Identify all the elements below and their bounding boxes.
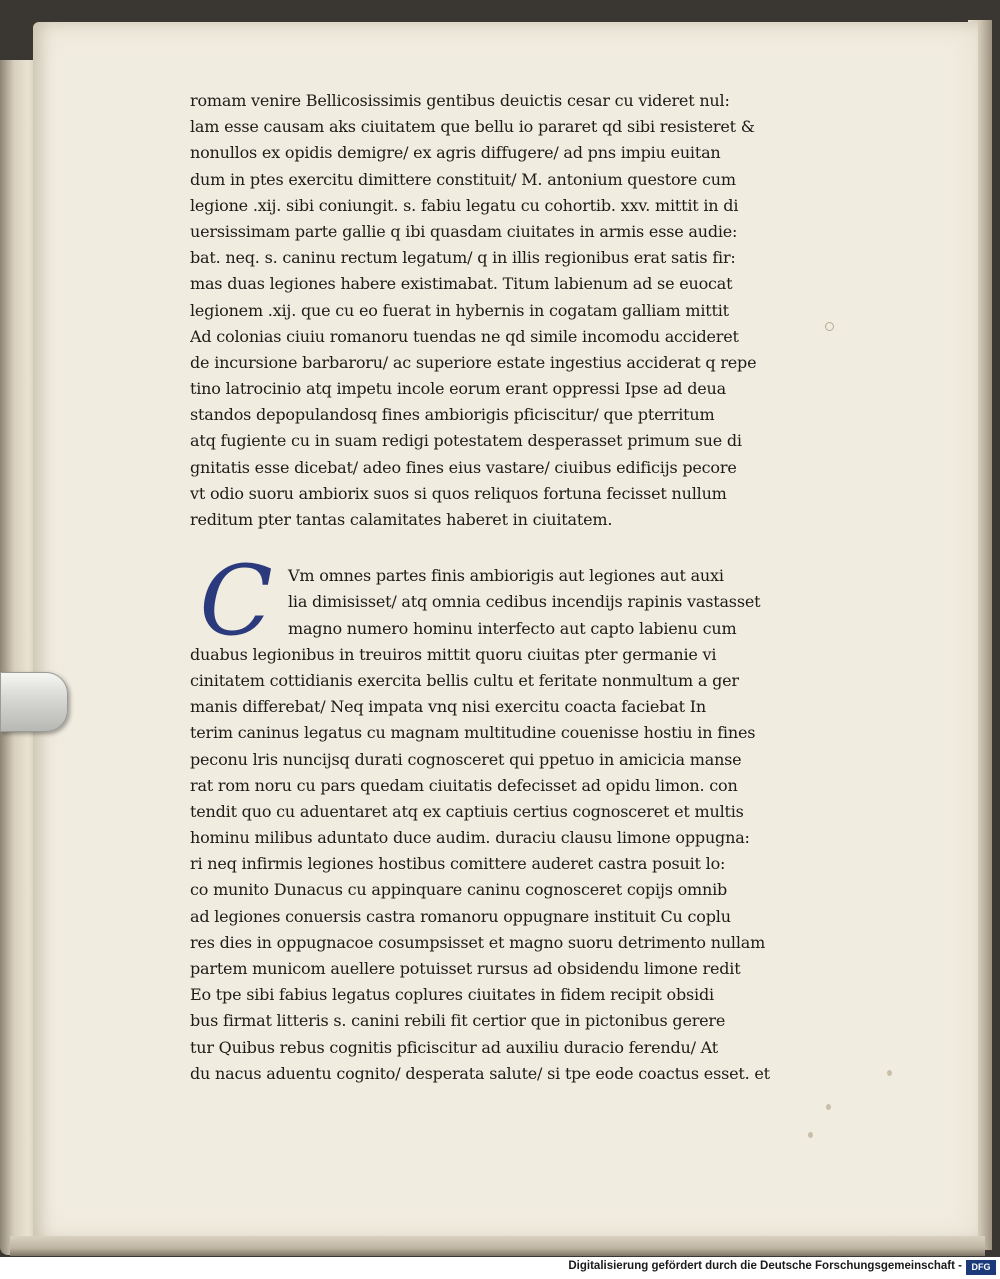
text-line: res dies in oppugnacoe cosumpsisset et magno suoru detrimento nullam — [190, 932, 766, 952]
text-line: tino latrocinio atq impetu incole eorum erant oppressi Ipse ad deua — [190, 379, 726, 399]
paragraph-1 — [190, 88, 830, 533]
text-line: reditum pter tantas calamitates haberet in ciuitatem. — [190, 510, 613, 529]
footer-bar — [0, 1257, 1000, 1279]
text-line: hominu milibus aduntato duce audim. duraciu clausu limone oppugna: — [190, 828, 750, 848]
text-line: duabus legionibus in treuiros mittit quoru ciuitas pter germanie vi — [190, 644, 717, 664]
text-line: mas duas legiones habere existimabat. Titum labienum ad se euocat — [190, 274, 733, 294]
paragraph-gap — [190, 533, 830, 563]
text-line: tur Quibus rebus cognitis pficiscitur ad auxiliu duracio ferendu/ At — [190, 1037, 718, 1057]
book-bottom-edge — [10, 1236, 985, 1256]
text-line: ad legiones conuersis castra romanoru oppugnare instituit Cu coplu — [190, 906, 731, 926]
text-line: co munito Dunacus cu appinquare caninu cognosceret copijs omnib — [190, 880, 728, 900]
text-line: vt odio suoru ambiorix suos si quos reliquos fortuna fecisset nullum — [190, 483, 727, 503]
text-line: lia dimisisset/ atq omnia cedibus incendijs rapinis vastasset — [288, 592, 761, 612]
text-line: ri neq infirmis legiones hostibus comittere auderet castra posuit lo: — [190, 854, 726, 874]
text-line: atq fugiente cu in suam redigi potestatem desperasset primum sue di — [190, 431, 742, 451]
text-line: legionem .xij. que cu eo fuerat in hybernis in cogatam galliam mittit — [190, 300, 729, 320]
text-line: tendit quo cu aduentaret atq ex captiuis certius cognosceret et multis — [190, 801, 744, 821]
text-line: peconu lris nuncijsq durati cognosceret qui ppetuo in amicicia manse — [190, 749, 742, 769]
text-line: Ad colonias ciuiu romanoru tuendas ne qd simile incomodu accideret — [190, 326, 739, 346]
text-line: gnitatis esse dicebat/ adeo fines eius vastare/ ciuibus edificijs pecore — [190, 457, 737, 477]
text-line: du nacus aduentu cognito/ desperata salute/ si tpe eode coactus esset. et — [190, 1063, 770, 1083]
text-line: bat. neq. s. caninu rectum legatum/ q in illis regionibus erat satis fir: — [190, 248, 736, 268]
paragraph-2-lines — [190, 563, 830, 1087]
text-line: standos depopulandosq fines ambiorigis pficiscitur/ que pterritum — [190, 405, 715, 425]
text-line: uersissimam parte gallie q ibi quasdam ciuitates in armis esse audie: — [190, 221, 738, 241]
text-line: legione .xij. sibi coniungit. s. fabiu legatu cu cohortib. xxv. mittit in di — [190, 195, 739, 215]
text-line: bus firmat litteris s. canini rebili fit certior que in pictonibus gerere — [190, 1011, 726, 1031]
page-clip — [0, 672, 68, 732]
text-line: magno numero hominu interfecto aut capto labienu cum — [288, 618, 737, 638]
initial-letter: C — [199, 545, 273, 658]
text-line: rat rom noru cu pars quedam ciuitatis defecisset ad opidu limon. con — [190, 775, 738, 795]
page-spot — [826, 1104, 831, 1110]
dfg-logo: DFG — [966, 1260, 996, 1275]
page-spot — [887, 1070, 892, 1076]
text-line: cinitatem cottidianis exercita bellis cultu et feritate nonmultum a ger — [190, 670, 739, 690]
text-line: de incursione barbaroru/ ac superiore estate ingestius acciderat q repe — [190, 352, 757, 372]
text-line: lam esse causam aks ciuitatem que bellu io pararet qd sibi resisteret & — [190, 117, 755, 137]
text-line: Vm omnes partes finis ambiorigis aut legiones aut auxi — [288, 566, 724, 586]
text-line: manis differebat/ Neq impata vnq nisi exercitu coacta faciebat In — [190, 697, 706, 717]
text-block — [190, 88, 830, 1087]
text-line: terim caninus legatus cu magnam multitudine couenisse hostiu in fines — [190, 723, 756, 743]
text-line: nonullos ex opidis demigre/ ex agris diffugere/ ad pns impiu euitan — [190, 143, 721, 163]
text-line: partem municom auellere potuisset rursus ad obsidendu limone redit — [190, 959, 741, 978]
page-spot — [808, 1132, 813, 1138]
paragraph-2 — [190, 545, 830, 1087]
text-line: dum in ptes exercitu dimittere constituit/ M. antonium questore cum — [190, 169, 736, 189]
footer-credit: Digitalisierung gefördert durch die Deutsche Forschungsgemeinschaft - — [568, 1260, 962, 1272]
text-line: Eo tpe sibi fabius legatus coplures ciuitates in fidem recipit obsidi — [190, 985, 714, 1005]
text-line: romam venire Bellicosissimis gentibus deuictis cesar cu videret nul: — [190, 91, 730, 110]
